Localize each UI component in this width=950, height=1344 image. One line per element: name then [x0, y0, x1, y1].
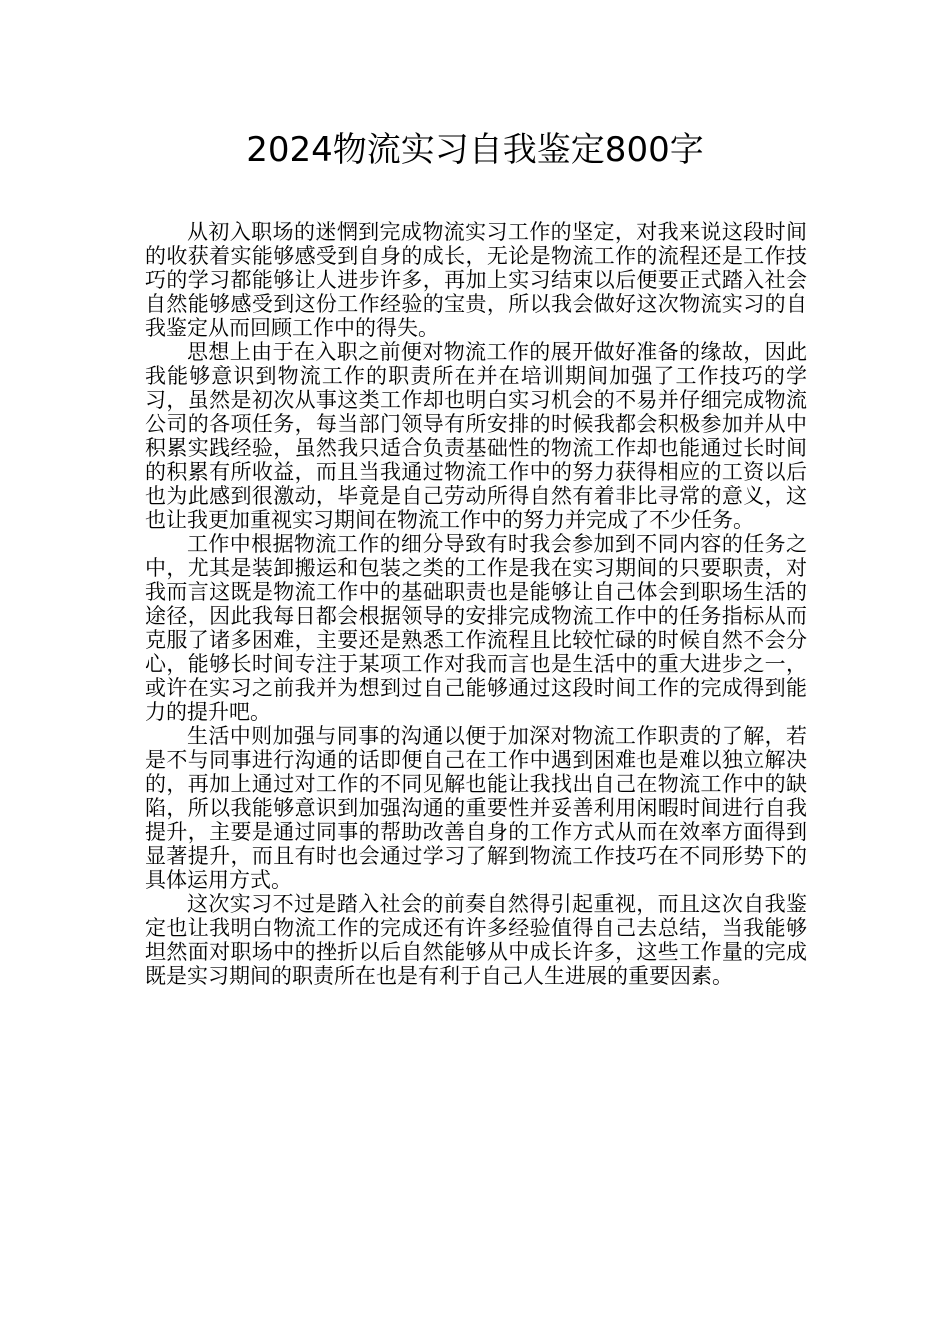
paragraph-life: 生活中则加强与同事的沟通以便于加深对物流工作职责的了解，若是不与同事进行沟通的话即便自己在工作中遇到困难也是难以独立解决的，再加上通过对工作的不同见解也能让我找出自己在物流工作中的缺陷，所以我能够意识到加强沟通的重要性并妥善利用闲暇时间进行自我提升，主要是通过同事的帮助改善自身的工作方式从而在效率方面得到显著提升，而且有时也会通过学习了解到物流工作技巧在不同形势下的具体运用方式。: [145, 724, 807, 892]
paragraph-work: 工作中根据物流工作的细分导致有时我会参加到不同内容的任务之中，尤其是装卸搬运和包装之类的工作是我在实习期间的只要职责，对我而言这既是物流工作中的基础职责也是能够让自己体会到职场生活的途径，因此我每日都会根据领导的安排完成物流工作中的任务指标从而克服了诸多困难，主要还是熟悉工作流程且比较忙碌的时候自然不会分心，能够长时间专注于某项工作对我而言也是生活中的重大进步之一，或许在实习之前我并为想到过自己能够通过这段时间工作的完成得到能力的提升吧。: [145, 532, 807, 724]
paragraph-thinking: 思想上由于在入职之前便对物流工作的展开做好准备的缘故，因此我能够意识到物流工作的职责所在并在培训期间加强了工作技巧的学习，虽然是初次从事这类工作却也明白实习机会的不易并仔细完成物流公司的各项任务，每当部门领导有所安排的时候我都会积极参加并从中积累实践经验，虽然我只适合负责基础性的物流工作却也能通过长时间的积累有所收益，而且当我通过物流工作中的努力获得相应的工资以后也为此感到很激动，毕竟是自己劳动所得自然有着非比寻常的意义，这也让我更加重视实习期间在物流工作中的努力并完成了不少任务。: [145, 340, 807, 532]
document-body: [145, 220, 807, 988]
document-title: 2024物流实习自我鉴定800字: [246, 130, 704, 170]
paragraph-conclusion: 这次实习不过是踏入社会的前奏自然得引起重视，而且这次自我鉴定也让我明白物流工作的完成还有许多经验值得自己去总结，当我能够坦然面对职场中的挫折以后自然能够从中成长许多，这些工作量的完成既是实习期间的职责所在也是有利于自己人生进展的重要因素。: [145, 892, 807, 988]
paragraph-intro: 从初入职场的迷惘到完成物流实习工作的坚定，对我来说这段时间的收获着实能够感受到自身的成长，无论是物流工作的流程还是工作技巧的学习都能够让人进步许多，再加上实习结束以后便要正式踏入社会自然能够感受到这份工作经验的宝贵，所以我会做好这次物流实习的自我鉴定从而回顾工作中的得失。: [145, 220, 807, 340]
